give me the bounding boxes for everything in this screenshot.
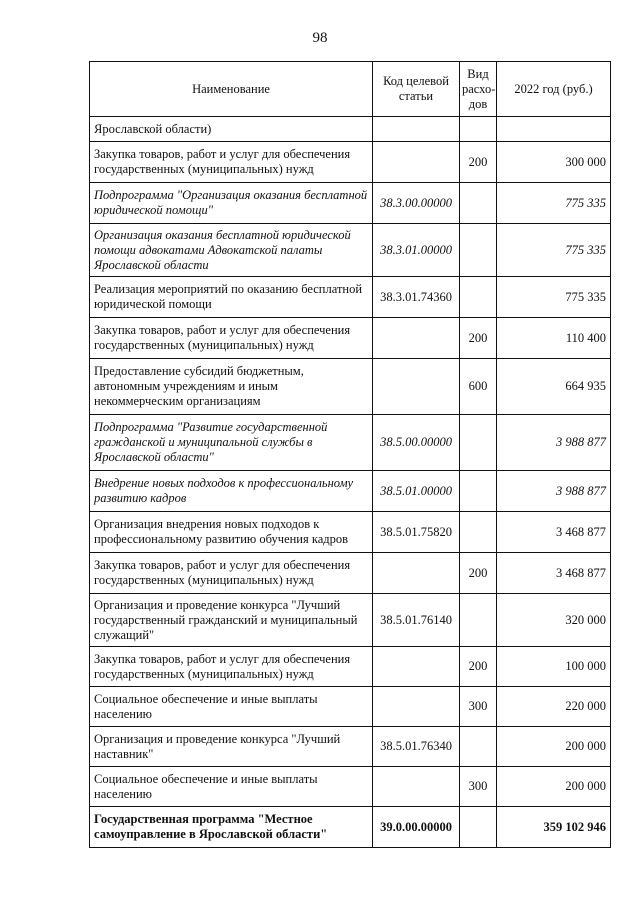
budget-table	[89, 61, 611, 848]
header-expense-type: Вид расхо-дов	[460, 62, 497, 117]
row-amount-cell: 775 335	[497, 277, 611, 318]
row-expense-type-cell	[460, 224, 497, 277]
table-row	[90, 767, 611, 807]
table-header-row	[90, 62, 611, 117]
row-amount-cell: 3 468 877	[497, 553, 611, 594]
row-code-cell	[373, 142, 460, 183]
table-row	[90, 727, 611, 767]
row-amount-cell: 320 000	[497, 594, 611, 647]
table-row	[90, 142, 611, 183]
table-row	[90, 117, 611, 142]
row-amount-cell: 200 000	[497, 767, 611, 807]
row-name-cell: Закупка товаров, работ и услуг для обеспечения государственных (муниципальных) нужд	[90, 647, 373, 687]
row-expense-type-cell: 200	[460, 553, 497, 594]
row-expense-type-cell	[460, 117, 497, 142]
row-name-cell: Подпрограмма "Развитие государственной гражданской и муниципальной службы в Ярославской области"	[90, 415, 373, 471]
row-code-cell: 38.5.01.76140	[373, 594, 460, 647]
row-amount-cell: 300 000	[497, 142, 611, 183]
header-amount-2022: 2022 год (руб.)	[497, 62, 611, 117]
table-row	[90, 318, 611, 359]
row-amount-cell: 3 468 877	[497, 512, 611, 553]
row-code-cell: 38.3.00.00000	[373, 183, 460, 224]
row-code-cell	[373, 117, 460, 142]
row-expense-type-cell: 200	[460, 647, 497, 687]
row-amount-cell: 664 935	[497, 359, 611, 415]
row-code-cell: 38.5.00.00000	[373, 415, 460, 471]
row-name-cell: Государственная программа "Местное самоуправление в Ярославской области"	[90, 807, 373, 848]
row-code-cell	[373, 767, 460, 807]
row-amount-cell: 200 000	[497, 727, 611, 767]
row-expense-type-cell	[460, 727, 497, 767]
table-row	[90, 359, 611, 415]
row-code-cell: 38.3.01.00000	[373, 224, 460, 277]
row-name-cell: Организация и проведение конкурса "Лучший государственный гражданский и муниципальный служащий"	[90, 594, 373, 647]
page-number: 98	[312, 30, 328, 46]
row-expense-type-cell	[460, 594, 497, 647]
table-row	[90, 224, 611, 277]
row-code-cell	[373, 318, 460, 359]
table-row	[90, 512, 611, 553]
table-row	[90, 415, 611, 471]
row-expense-type-cell: 200	[460, 318, 497, 359]
row-amount-cell: 775 335	[497, 183, 611, 224]
table-row	[90, 807, 611, 848]
row-name-cell: Социальное обеспечение и иные выплаты населению	[90, 767, 373, 807]
row-expense-type-cell	[460, 807, 497, 848]
table-row	[90, 594, 611, 647]
row-expense-type-cell	[460, 183, 497, 224]
table-row	[90, 647, 611, 687]
row-name-cell: Организация и проведение конкурса "Лучший наставник"	[90, 727, 373, 767]
row-code-cell: 38.5.01.75820	[373, 512, 460, 553]
row-name-cell: Закупка товаров, работ и услуг для обеспечения государственных (муниципальных) нужд	[90, 553, 373, 594]
row-amount-cell	[497, 117, 611, 142]
row-name-cell: Внедрение новых подходов к профессиональному развитию кадров	[90, 471, 373, 512]
row-name-cell: Подпрограмма "Организация оказания бесплатной юридической помощи"	[90, 183, 373, 224]
row-name-cell: Организация оказания бесплатной юридической помощи адвокатами Адвокатской палаты Ярославской области	[90, 224, 373, 277]
table-row	[90, 471, 611, 512]
table-body	[90, 117, 611, 848]
row-code-cell	[373, 359, 460, 415]
table-row	[90, 277, 611, 318]
row-expense-type-cell	[460, 471, 497, 512]
row-code-cell	[373, 553, 460, 594]
row-amount-cell: 359 102 946	[497, 807, 611, 848]
header-code: Код целевой статьи	[373, 62, 460, 117]
row-expense-type-cell	[460, 512, 497, 553]
row-code-cell: 38.5.01.76340	[373, 727, 460, 767]
table-row	[90, 687, 611, 727]
row-expense-type-cell	[460, 277, 497, 318]
row-name-cell: Организация внедрения новых подходов к профессиональному развитию обучения кадров	[90, 512, 373, 553]
row-name-cell: Ярославской области)	[90, 117, 373, 142]
table-row	[90, 553, 611, 594]
row-name-cell: Закупка товаров, работ и услуг для обеспечения государственных (муниципальных) нужд	[90, 142, 373, 183]
row-code-cell: 38.3.01.74360	[373, 277, 460, 318]
row-expense-type-cell: 600	[460, 359, 497, 415]
header-name: Наименование	[90, 62, 373, 117]
row-name-cell: Реализация мероприятий по оказанию бесплатной юридической помощи	[90, 277, 373, 318]
row-expense-type-cell: 300	[460, 687, 497, 727]
row-code-cell	[373, 647, 460, 687]
row-amount-cell: 3 988 877	[497, 415, 611, 471]
row-expense-type-cell: 300	[460, 767, 497, 807]
row-amount-cell: 220 000	[497, 687, 611, 727]
table-row	[90, 183, 611, 224]
row-name-cell: Закупка товаров, работ и услуг для обеспечения государственных (муниципальных) нужд	[90, 318, 373, 359]
row-expense-type-cell: 200	[460, 142, 497, 183]
row-code-cell: 39.0.00.00000	[373, 807, 460, 848]
row-expense-type-cell	[460, 415, 497, 471]
row-name-cell: Предоставление субсидий бюджетным, автономным учреждениям и иным некоммерческим организациям	[90, 359, 373, 415]
row-name-cell: Социальное обеспечение и иные выплаты населению	[90, 687, 373, 727]
row-code-cell: 38.5.01.00000	[373, 471, 460, 512]
row-code-cell	[373, 687, 460, 727]
row-amount-cell: 110 400	[497, 318, 611, 359]
row-amount-cell: 3 988 877	[497, 471, 611, 512]
row-amount-cell: 100 000	[497, 647, 611, 687]
row-amount-cell: 775 335	[497, 224, 611, 277]
